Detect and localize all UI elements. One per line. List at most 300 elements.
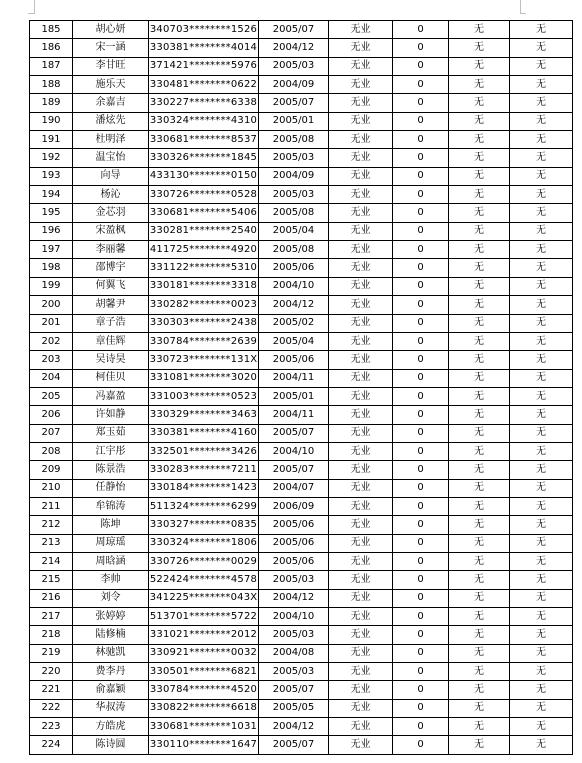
name-cell: 何翼飞	[73, 277, 149, 295]
name-cell: 张婷婷	[73, 608, 149, 626]
column-7-cell: 无	[449, 516, 510, 534]
count-cell: 0	[393, 589, 449, 607]
name-cell: 章佳辉	[73, 332, 149, 350]
id-number-cell: 330726********0528	[149, 186, 259, 204]
date-cell: 2004/12	[259, 718, 329, 736]
row-number-cell: 201	[30, 314, 73, 332]
column-8-cell: 无	[510, 424, 573, 442]
table-row	[30, 699, 573, 717]
column-7-cell: 无	[449, 424, 510, 442]
date-cell: 2006/09	[259, 497, 329, 515]
count-cell: 0	[393, 736, 449, 754]
row-number-cell: 194	[30, 186, 73, 204]
count-cell: 0	[393, 516, 449, 534]
count-cell: 0	[393, 112, 449, 130]
name-cell: 李丽馨	[73, 241, 149, 259]
status-cell: 无业	[329, 552, 393, 570]
status-cell: 无业	[329, 644, 393, 662]
column-8-cell: 无	[510, 663, 573, 681]
status-cell: 无业	[329, 369, 393, 387]
table-row	[30, 387, 573, 405]
id-number-cell: 330921********0032	[149, 644, 259, 662]
id-number-cell: 411725********4920	[149, 241, 259, 259]
status-cell: 无业	[329, 131, 393, 149]
table-row	[30, 351, 573, 369]
status-cell: 无业	[329, 534, 393, 552]
count-cell: 0	[393, 718, 449, 736]
date-cell: 2004/11	[259, 369, 329, 387]
status-cell: 无业	[329, 112, 393, 130]
column-8-cell: 无	[510, 516, 573, 534]
roster-table	[29, 20, 573, 755]
name-cell: 余嘉吉	[73, 94, 149, 112]
date-cell: 2005/02	[259, 314, 329, 332]
name-cell: 柯佳贝	[73, 369, 149, 387]
id-number-cell: 340703********1526	[149, 21, 259, 39]
name-cell: 林驰凯	[73, 644, 149, 662]
count-cell: 0	[393, 571, 449, 589]
date-cell: 2005/01	[259, 387, 329, 405]
name-cell: 施乐天	[73, 76, 149, 94]
id-number-cell: 331003********0523	[149, 387, 259, 405]
column-7-cell: 无	[449, 369, 510, 387]
row-number-cell: 192	[30, 149, 73, 167]
row-number-cell: 206	[30, 406, 73, 424]
status-cell: 无业	[329, 387, 393, 405]
id-number-cell: 330381********4014	[149, 39, 259, 57]
name-cell: 陆修楠	[73, 626, 149, 644]
id-number-cell: 330282********0023	[149, 296, 259, 314]
column-8-cell: 无	[510, 369, 573, 387]
name-cell: 金芯羽	[73, 204, 149, 222]
name-cell: 胡心妍	[73, 21, 149, 39]
table-row	[30, 332, 573, 350]
id-number-cell: 330784********4520	[149, 681, 259, 699]
name-cell: 任静怡	[73, 479, 149, 497]
id-number-cell: 522424********4578	[149, 571, 259, 589]
count-cell: 0	[393, 442, 449, 460]
id-number-cell: 330481********0622	[149, 76, 259, 94]
date-cell: 2005/03	[259, 571, 329, 589]
name-cell: 刘令	[73, 589, 149, 607]
id-number-cell: 513701********5722	[149, 608, 259, 626]
column-7-cell: 无	[449, 387, 510, 405]
date-cell: 2005/06	[259, 516, 329, 534]
column-7-cell: 无	[449, 186, 510, 204]
column-7-cell: 无	[449, 534, 510, 552]
column-8-cell: 无	[510, 204, 573, 222]
status-cell: 无业	[329, 681, 393, 699]
name-cell: 宋盈枫	[73, 222, 149, 240]
date-cell: 2005/07	[259, 461, 329, 479]
id-number-cell: 371421********5976	[149, 57, 259, 75]
row-number-cell: 188	[30, 76, 73, 94]
date-cell: 2005/06	[259, 259, 329, 277]
row-number-cell: 216	[30, 589, 73, 607]
table-row	[30, 552, 573, 570]
count-cell: 0	[393, 94, 449, 112]
id-number-cell: 330283********7211	[149, 461, 259, 479]
row-number-cell: 212	[30, 516, 73, 534]
id-number-cell: 330681********8537	[149, 131, 259, 149]
table-row	[30, 442, 573, 460]
row-number-cell: 222	[30, 699, 73, 717]
status-cell: 无业	[329, 351, 393, 369]
id-number-cell: 330784********2639	[149, 332, 259, 350]
name-cell: 李甘旺	[73, 57, 149, 75]
count-cell: 0	[393, 204, 449, 222]
column-7-cell: 无	[449, 204, 510, 222]
status-cell: 无业	[329, 57, 393, 75]
table-row	[30, 718, 573, 736]
status-cell: 无业	[329, 589, 393, 607]
count-cell: 0	[393, 681, 449, 699]
id-number-cell: 330681********5406	[149, 204, 259, 222]
date-cell: 2005/05	[259, 699, 329, 717]
column-7-cell: 无	[449, 479, 510, 497]
table-row	[30, 241, 573, 259]
status-cell: 无业	[329, 76, 393, 94]
date-cell: 2004/10	[259, 608, 329, 626]
row-number-cell: 195	[30, 204, 73, 222]
date-cell: 2004/12	[259, 39, 329, 57]
column-8-cell: 无	[510, 442, 573, 460]
table-row	[30, 149, 573, 167]
count-cell: 0	[393, 57, 449, 75]
column-8-cell: 无	[510, 461, 573, 479]
column-8-cell: 无	[510, 332, 573, 350]
count-cell: 0	[393, 39, 449, 57]
name-cell: 冯嘉盈	[73, 387, 149, 405]
name-cell: 周晗涵	[73, 552, 149, 570]
name-cell: 李帅	[73, 571, 149, 589]
date-cell: 2005/08	[259, 241, 329, 259]
id-number-cell: 330329********3463	[149, 406, 259, 424]
id-number-cell: 330110********1647	[149, 736, 259, 754]
date-cell: 2005/04	[259, 222, 329, 240]
column-7-cell: 无	[449, 296, 510, 314]
table-row	[30, 259, 573, 277]
column-8-cell: 无	[510, 626, 573, 644]
table-row	[30, 681, 573, 699]
id-number-cell: 330381********4160	[149, 424, 259, 442]
status-cell: 无业	[329, 39, 393, 57]
column-7-cell: 无	[449, 681, 510, 699]
column-8-cell: 无	[510, 736, 573, 754]
table-row	[30, 589, 573, 607]
table-row	[30, 516, 573, 534]
column-7-cell: 无	[449, 663, 510, 681]
column-8-cell: 无	[510, 571, 573, 589]
status-cell: 无业	[329, 21, 393, 39]
count-cell: 0	[393, 149, 449, 167]
column-7-cell: 无	[449, 718, 510, 736]
column-7-cell: 无	[449, 332, 510, 350]
table-row	[30, 406, 573, 424]
id-number-cell: 330723********131X	[149, 351, 259, 369]
table-row	[30, 277, 573, 295]
status-cell: 无业	[329, 314, 393, 332]
column-7-cell: 无	[449, 589, 510, 607]
column-7-cell: 无	[449, 277, 510, 295]
row-number-cell: 215	[30, 571, 73, 589]
column-8-cell: 无	[510, 351, 573, 369]
status-cell: 无业	[329, 608, 393, 626]
table-row	[30, 626, 573, 644]
column-7-cell: 无	[449, 39, 510, 57]
id-number-cell: 331122********5310	[149, 259, 259, 277]
count-cell: 0	[393, 369, 449, 387]
date-cell: 2004/09	[259, 167, 329, 185]
column-7-cell: 无	[449, 699, 510, 717]
count-cell: 0	[393, 387, 449, 405]
table-row	[30, 57, 573, 75]
table-row	[30, 314, 573, 332]
margin-mark-left-horizontal	[28, 13, 34, 14]
name-cell: 陈景浩	[73, 461, 149, 479]
table-row	[30, 644, 573, 662]
date-cell: 2005/07	[259, 424, 329, 442]
table-row	[30, 608, 573, 626]
id-number-cell: 331081********3020	[149, 369, 259, 387]
row-number-cell: 220	[30, 663, 73, 681]
count-cell: 0	[393, 497, 449, 515]
date-cell: 2005/08	[259, 204, 329, 222]
table-body	[30, 21, 573, 755]
count-cell: 0	[393, 461, 449, 479]
name-cell: 方皓虎	[73, 718, 149, 736]
row-number-cell: 210	[30, 479, 73, 497]
column-7-cell: 无	[449, 644, 510, 662]
status-cell: 无业	[329, 332, 393, 350]
column-8-cell: 无	[510, 387, 573, 405]
date-cell: 2004/10	[259, 277, 329, 295]
table-row	[30, 479, 573, 497]
count-cell: 0	[393, 479, 449, 497]
column-8-cell: 无	[510, 296, 573, 314]
name-cell: 吴诗昊	[73, 351, 149, 369]
row-number-cell: 209	[30, 461, 73, 479]
column-7-cell: 无	[449, 112, 510, 130]
column-7-cell: 无	[449, 149, 510, 167]
column-8-cell: 无	[510, 57, 573, 75]
column-7-cell: 无	[449, 57, 510, 75]
name-cell: 陈坤	[73, 516, 149, 534]
date-cell: 2005/03	[259, 186, 329, 204]
row-number-cell: 187	[30, 57, 73, 75]
column-8-cell: 无	[510, 479, 573, 497]
column-7-cell: 无	[449, 442, 510, 460]
column-7-cell: 无	[449, 736, 510, 754]
count-cell: 0	[393, 186, 449, 204]
table-row	[30, 76, 573, 94]
status-cell: 无业	[329, 277, 393, 295]
date-cell: 2005/06	[259, 534, 329, 552]
row-number-cell: 185	[30, 21, 73, 39]
date-cell: 2005/03	[259, 663, 329, 681]
status-cell: 无业	[329, 497, 393, 515]
count-cell: 0	[393, 351, 449, 369]
row-number-cell: 202	[30, 332, 73, 350]
column-7-cell: 无	[449, 497, 510, 515]
name-cell: 牟锦涛	[73, 497, 149, 515]
count-cell: 0	[393, 259, 449, 277]
column-8-cell: 无	[510, 277, 573, 295]
column-7-cell: 无	[449, 94, 510, 112]
row-number-cell: 193	[30, 167, 73, 185]
id-number-cell: 330501********6821	[149, 663, 259, 681]
column-7-cell: 无	[449, 626, 510, 644]
row-number-cell: 200	[30, 296, 73, 314]
date-cell: 2004/12	[259, 589, 329, 607]
table-row	[30, 663, 573, 681]
row-number-cell: 208	[30, 442, 73, 460]
status-cell: 无业	[329, 663, 393, 681]
table-row	[30, 369, 573, 387]
status-cell: 无业	[329, 461, 393, 479]
id-number-cell: 433130********0150	[149, 167, 259, 185]
column-7-cell: 无	[449, 571, 510, 589]
column-8-cell: 无	[510, 112, 573, 130]
column-8-cell: 无	[510, 497, 573, 515]
date-cell: 2005/07	[259, 94, 329, 112]
date-cell: 2005/06	[259, 351, 329, 369]
table-row	[30, 112, 573, 130]
date-cell: 2005/08	[259, 131, 329, 149]
id-number-cell: 330281********2540	[149, 222, 259, 240]
status-cell: 无业	[329, 699, 393, 717]
column-8-cell: 无	[510, 39, 573, 57]
date-cell: 2005/07	[259, 681, 329, 699]
column-8-cell: 无	[510, 552, 573, 570]
column-8-cell: 无	[510, 259, 573, 277]
name-cell: 章子浩	[73, 314, 149, 332]
row-number-cell: 189	[30, 94, 73, 112]
id-number-cell: 330822********6618	[149, 699, 259, 717]
date-cell: 2004/12	[259, 296, 329, 314]
count-cell: 0	[393, 314, 449, 332]
margin-mark-right-horizontal	[520, 13, 526, 14]
column-8-cell: 无	[510, 76, 573, 94]
id-number-cell: 330327********0835	[149, 516, 259, 534]
column-8-cell: 无	[510, 131, 573, 149]
name-cell: 陈诗圆	[73, 736, 149, 754]
column-7-cell: 无	[449, 167, 510, 185]
row-number-cell: 223	[30, 718, 73, 736]
count-cell: 0	[393, 699, 449, 717]
column-8-cell: 无	[510, 589, 573, 607]
column-7-cell: 无	[449, 314, 510, 332]
status-cell: 无业	[329, 442, 393, 460]
table-row	[30, 222, 573, 240]
id-number-cell: 330303********2438	[149, 314, 259, 332]
row-number-cell: 214	[30, 552, 73, 570]
row-number-cell: 211	[30, 497, 73, 515]
date-cell: 2005/07	[259, 736, 329, 754]
count-cell: 0	[393, 131, 449, 149]
column-8-cell: 无	[510, 406, 573, 424]
date-cell: 2004/08	[259, 644, 329, 662]
name-cell: 邵博宇	[73, 259, 149, 277]
name-cell: 杨沁	[73, 186, 149, 204]
column-7-cell: 无	[449, 21, 510, 39]
status-cell: 无业	[329, 204, 393, 222]
id-number-cell: 341225********043X	[149, 589, 259, 607]
count-cell: 0	[393, 222, 449, 240]
id-number-cell: 511324********6299	[149, 497, 259, 515]
status-cell: 无业	[329, 241, 393, 259]
name-cell: 胡馨尹	[73, 296, 149, 314]
name-cell: 杜明泽	[73, 131, 149, 149]
count-cell: 0	[393, 406, 449, 424]
status-cell: 无业	[329, 718, 393, 736]
count-cell: 0	[393, 534, 449, 552]
row-number-cell: 221	[30, 681, 73, 699]
count-cell: 0	[393, 626, 449, 644]
row-number-cell: 205	[30, 387, 73, 405]
count-cell: 0	[393, 167, 449, 185]
name-cell: 华叔涛	[73, 699, 149, 717]
count-cell: 0	[393, 663, 449, 681]
status-cell: 无业	[329, 406, 393, 424]
name-cell: 费李丹	[73, 663, 149, 681]
id-number-cell: 330324********1806	[149, 534, 259, 552]
count-cell: 0	[393, 644, 449, 662]
name-cell: 周琼瑶	[73, 534, 149, 552]
row-number-cell: 224	[30, 736, 73, 754]
row-number-cell: 190	[30, 112, 73, 130]
row-number-cell: 219	[30, 644, 73, 662]
table-row	[30, 204, 573, 222]
id-number-cell: 330726********0029	[149, 552, 259, 570]
id-number-cell: 330681********1031	[149, 718, 259, 736]
date-cell: 2005/03	[259, 626, 329, 644]
column-8-cell: 无	[510, 314, 573, 332]
column-8-cell: 无	[510, 718, 573, 736]
row-number-cell: 213	[30, 534, 73, 552]
column-8-cell: 无	[510, 94, 573, 112]
count-cell: 0	[393, 552, 449, 570]
column-8-cell: 无	[510, 608, 573, 626]
id-number-cell: 330227********6338	[149, 94, 259, 112]
status-cell: 无业	[329, 424, 393, 442]
row-number-cell: 191	[30, 131, 73, 149]
count-cell: 0	[393, 332, 449, 350]
id-number-cell: 330326********1845	[149, 149, 259, 167]
status-cell: 无业	[329, 222, 393, 240]
column-8-cell: 无	[510, 241, 573, 259]
name-cell: 江宇彤	[73, 442, 149, 460]
count-cell: 0	[393, 424, 449, 442]
table-row	[30, 21, 573, 39]
row-number-cell: 203	[30, 351, 73, 369]
date-cell: 2005/07	[259, 21, 329, 39]
column-7-cell: 无	[449, 608, 510, 626]
table-row	[30, 736, 573, 754]
status-cell: 无业	[329, 516, 393, 534]
column-8-cell: 无	[510, 222, 573, 240]
column-7-cell: 无	[449, 406, 510, 424]
column-7-cell: 无	[449, 461, 510, 479]
status-cell: 无业	[329, 167, 393, 185]
name-cell: 许如静	[73, 406, 149, 424]
column-8-cell: 无	[510, 699, 573, 717]
column-7-cell: 无	[449, 552, 510, 570]
margin-mark-left	[34, 0, 35, 14]
row-number-cell: 198	[30, 259, 73, 277]
table-row	[30, 296, 573, 314]
row-number-cell: 218	[30, 626, 73, 644]
